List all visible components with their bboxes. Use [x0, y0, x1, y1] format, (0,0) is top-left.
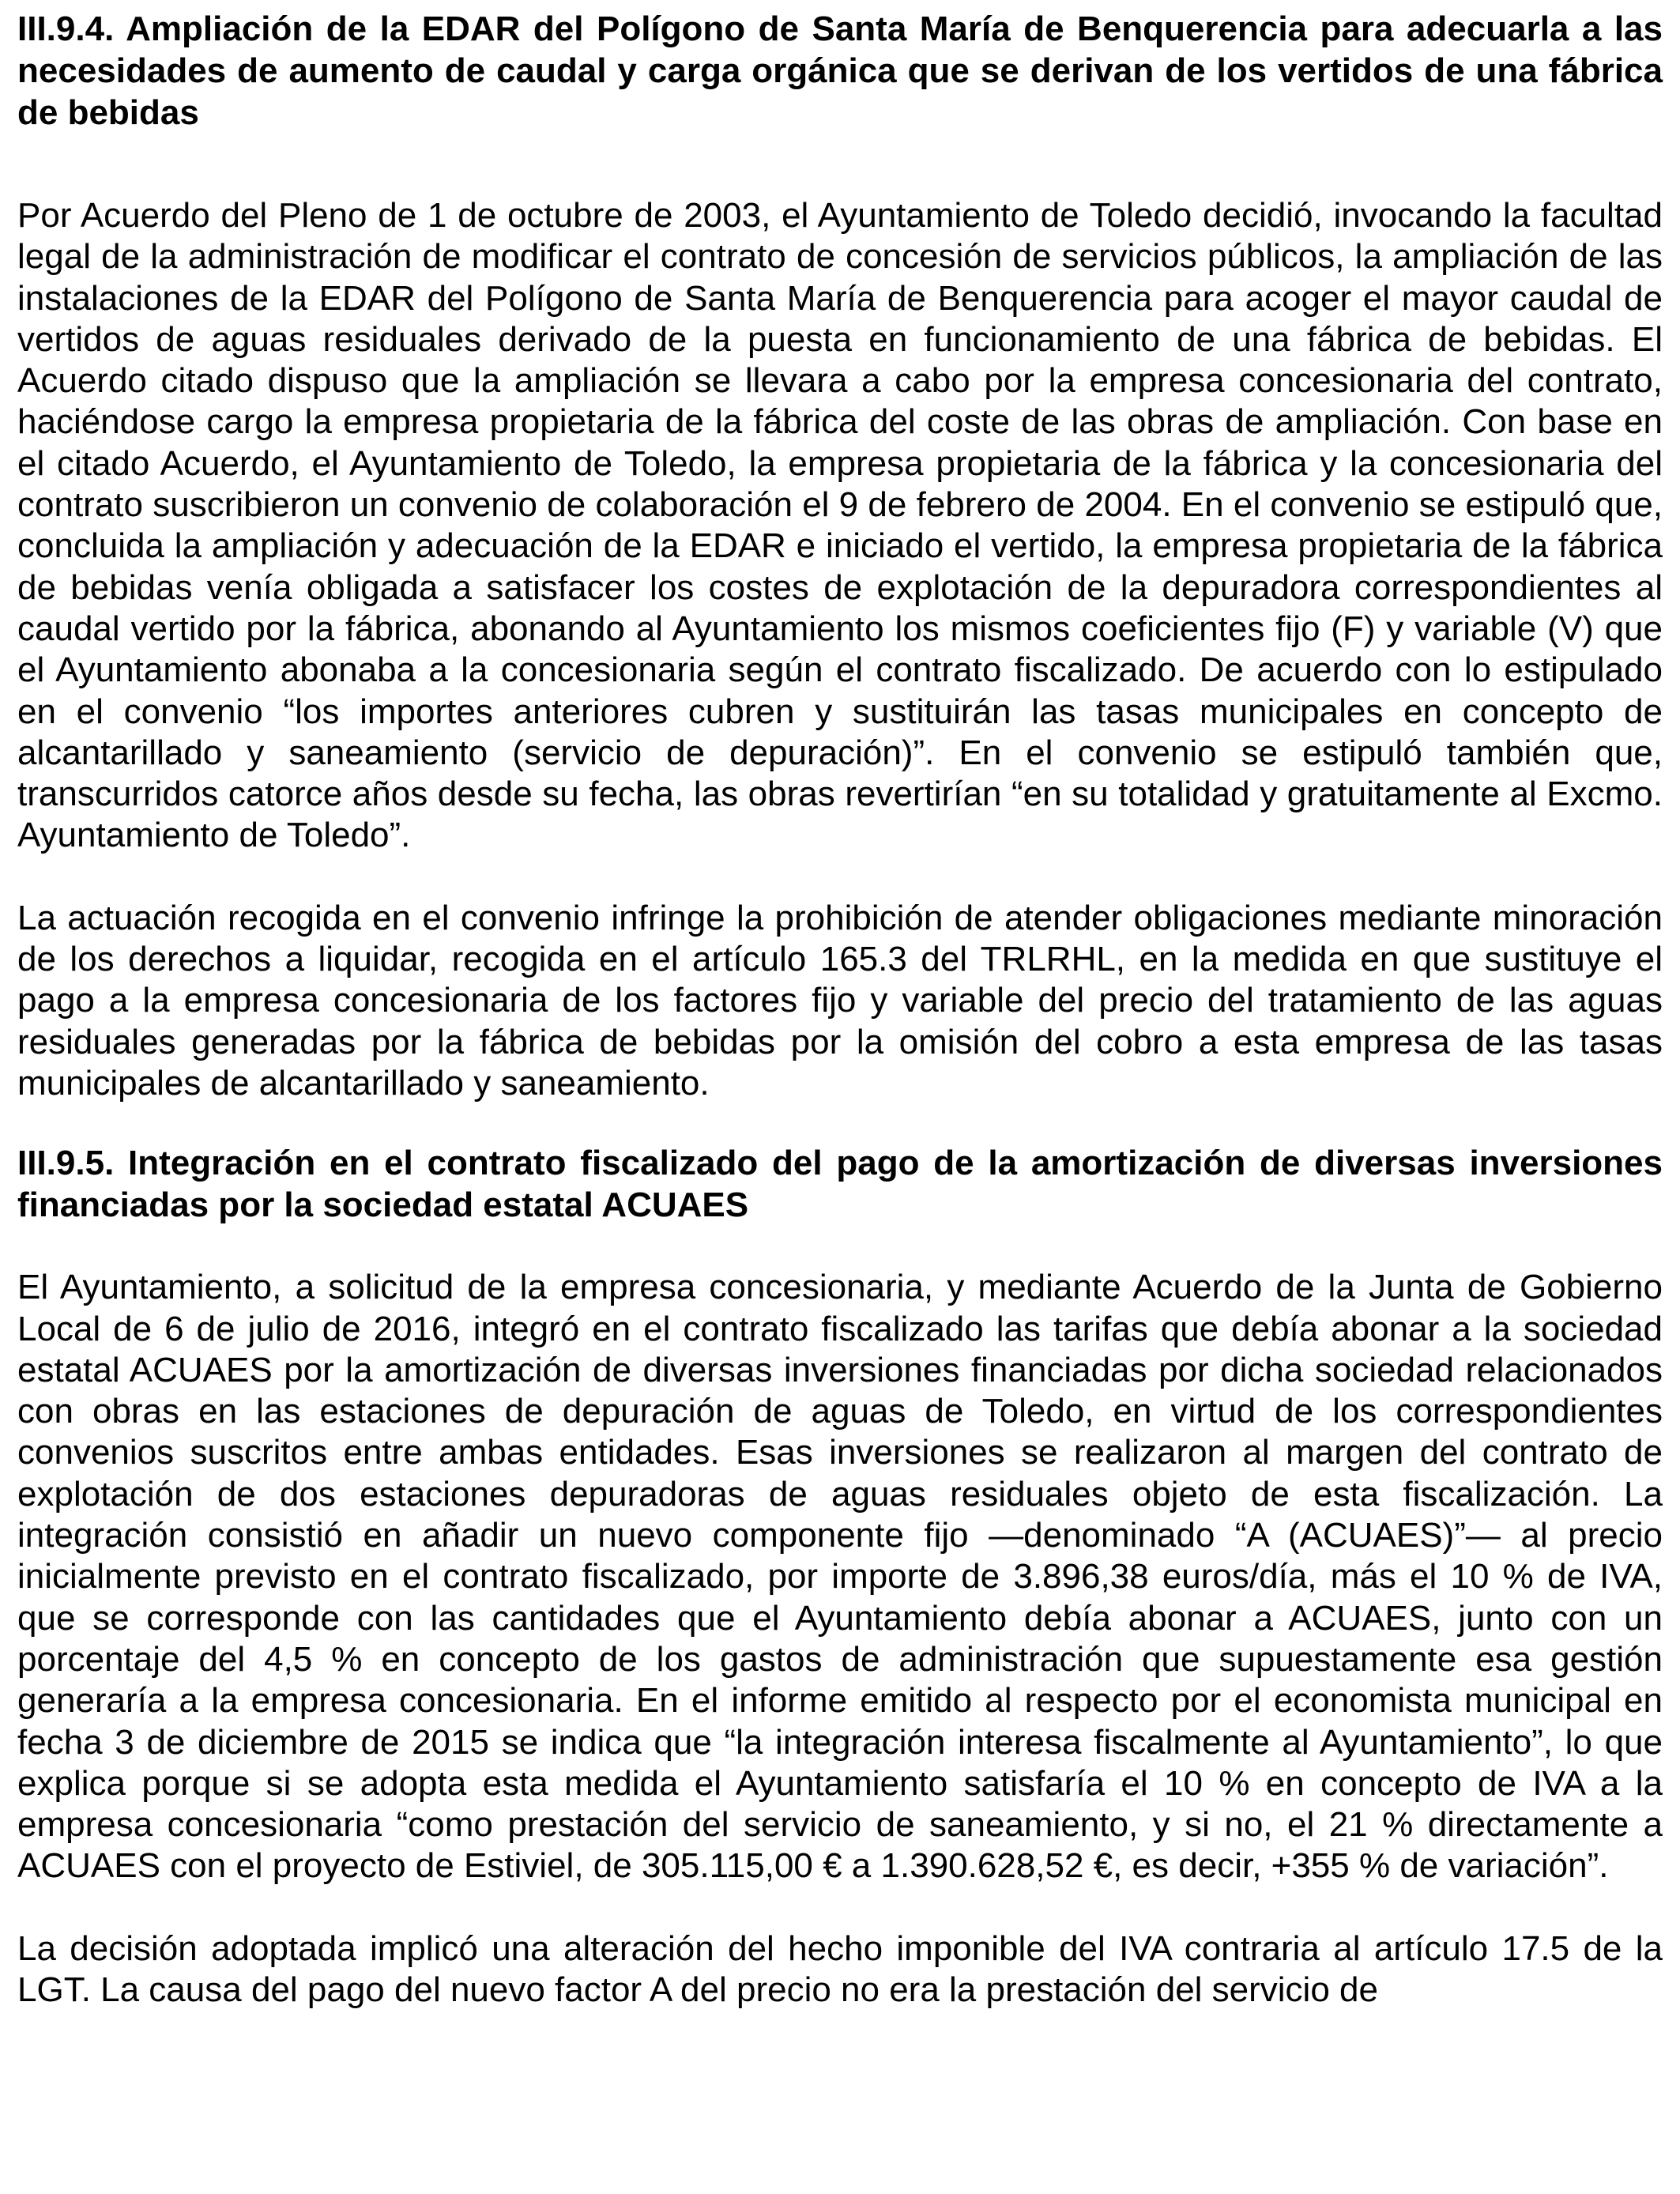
section-heading-9-4: III.9.4. Ampliación de la EDAR del Polígono de Santa María de Benquerencia para adecuarla a las necesidades de aumento de caudal y carga orgánica que se derivan de los vertidos de una fábrica de bebidas [17, 9, 1663, 132]
document-page [17, 8, 1663, 2011]
paragraph-9-4-convenio: Por Acuerdo del Pleno de 1 de octubre de 2003, el Ayuntamiento de Toledo decidió, invocando la facultad legal de la administración de modificar el contrato de concesión de servicios públicos, la ampliación de las instalaciones de la EDAR del Polígono de Santa María de Benquerencia para acoger el mayor caudal de vertidos de aguas residuales derivado de la puesta en funcionamiento de una fábrica de bebidas. El Acuerdo citado dispuso que la ampliación se llevara a cabo por la empresa concesionaria del contrato, haciéndose cargo la empresa propietaria de la fábrica del coste de las obras de ampliación. Con base en el citado Acuerdo, el Ayuntamiento de Toledo, la empresa propietaria de la fábrica y la concesionaria del contrato suscribieron un convenio de colaboración el 9 de febrero de 2004. En el convenio se estipuló que, concluida la ampliación y adecuación de la EDAR e iniciado el vertido, la empresa propietaria de la fábrica de bebidas venía obligada a satisfacer los costes de explotación de la depuradora correspondientes al caudal vertido por la fábrica, abonando al Ayuntamiento los mismos coeficientes fijo (F) y variable (V) que el Ayuntamiento abonaba a la concesionaria según el contrato fiscalizado. De acuerdo con lo estipulado en el convenio “los importes anteriores cubren y sustituirán las tasas municipales en concepto de alcantarillado y saneamiento (servicio de depuración)”. En el convenio se estipuló también que, transcurridos catorce años desde su fecha, las obras revertirían “en su totalidad y gratuitamente al Excmo. Ayuntamiento de Toledo”. [17, 196, 1663, 855]
paragraph-9-5-integracion: El Ayuntamiento, a solicitud de la empresa concesionaria, y mediante Acuerdo de la Junta de Gobierno Local de 6 de julio de 2016, integró en el contrato fiscalizado las tarifas que debía abonar a la sociedad estatal ACUAES por la amortización de diversas inversiones financiadas por dicha sociedad relacionados con obras en las estaciones de depuración de aguas de Toledo, en virtud de los correspondientes convenios suscritos entre ambas entidades. Esas inversiones se realizaron al margen del contrato de explotación de dos estaciones depuradoras de aguas residuales objeto de esta fiscalización. La integración consistió en añadir un nuevo componente fijo —denominado “A (ACUAES)”— al precio inicialmente previsto en el contrato fiscalizado, por importe de 3.896,38 euros/día, más el 10 % de IVA, que se corresponde con las cantidades que el Ayuntamiento debía abonar a ACUAES, junto con un porcentaje del 4,5 % en concepto de los gastos de administración que supuestamente esa gestión generaría a la empresa concesionaria. En el informe emitido al respecto por el economista municipal en fecha 3 de diciembre de 2015 se indica que “la integración interesa fiscalmente al Ayuntamiento”, lo que explica porque si se adopta esta medida el Ayuntamiento satisfaría el 10 % en concepto de IVA a la empresa concesionaria “como prestación del servicio de saneamiento, y si no, el 21 % directamente a ACUAES con el proyecto de Estiviel, de 305.115,00 € a 1.390.628,52 €, es decir, +355 % de variación”. [17, 1268, 1663, 1886]
paragraph-9-5-decision: La decisión adoptada implicó una alteración del hecho imponible del IVA contraria al artículo 17.5 de la LGT. La causa del pago del nuevo factor A del precio no era la prestación del servicio de [17, 1928, 1663, 2009]
paragraph-9-4-infraccion: La actuación recogida en el convenio infringe la prohibición de atender obligaciones mediante minoración de los derechos a liquidar, recogida en el artículo 165.3 del TRLRHL, en la medida en que sustituye el pago a la empresa concesionaria de los factores fijo y variable del precio del tratamiento de las aguas residuales generadas por la fábrica de bebidas por la omisión del cobro a esta empresa de las tasas municipales de alcantarillado y saneamiento. [17, 898, 1663, 1103]
section-heading-9-5: III.9.5. Integración en el contrato fiscalizado del pago de la amortización de diversas inversiones financiadas por la sociedad estatal ACUAES [17, 1144, 1663, 1225]
